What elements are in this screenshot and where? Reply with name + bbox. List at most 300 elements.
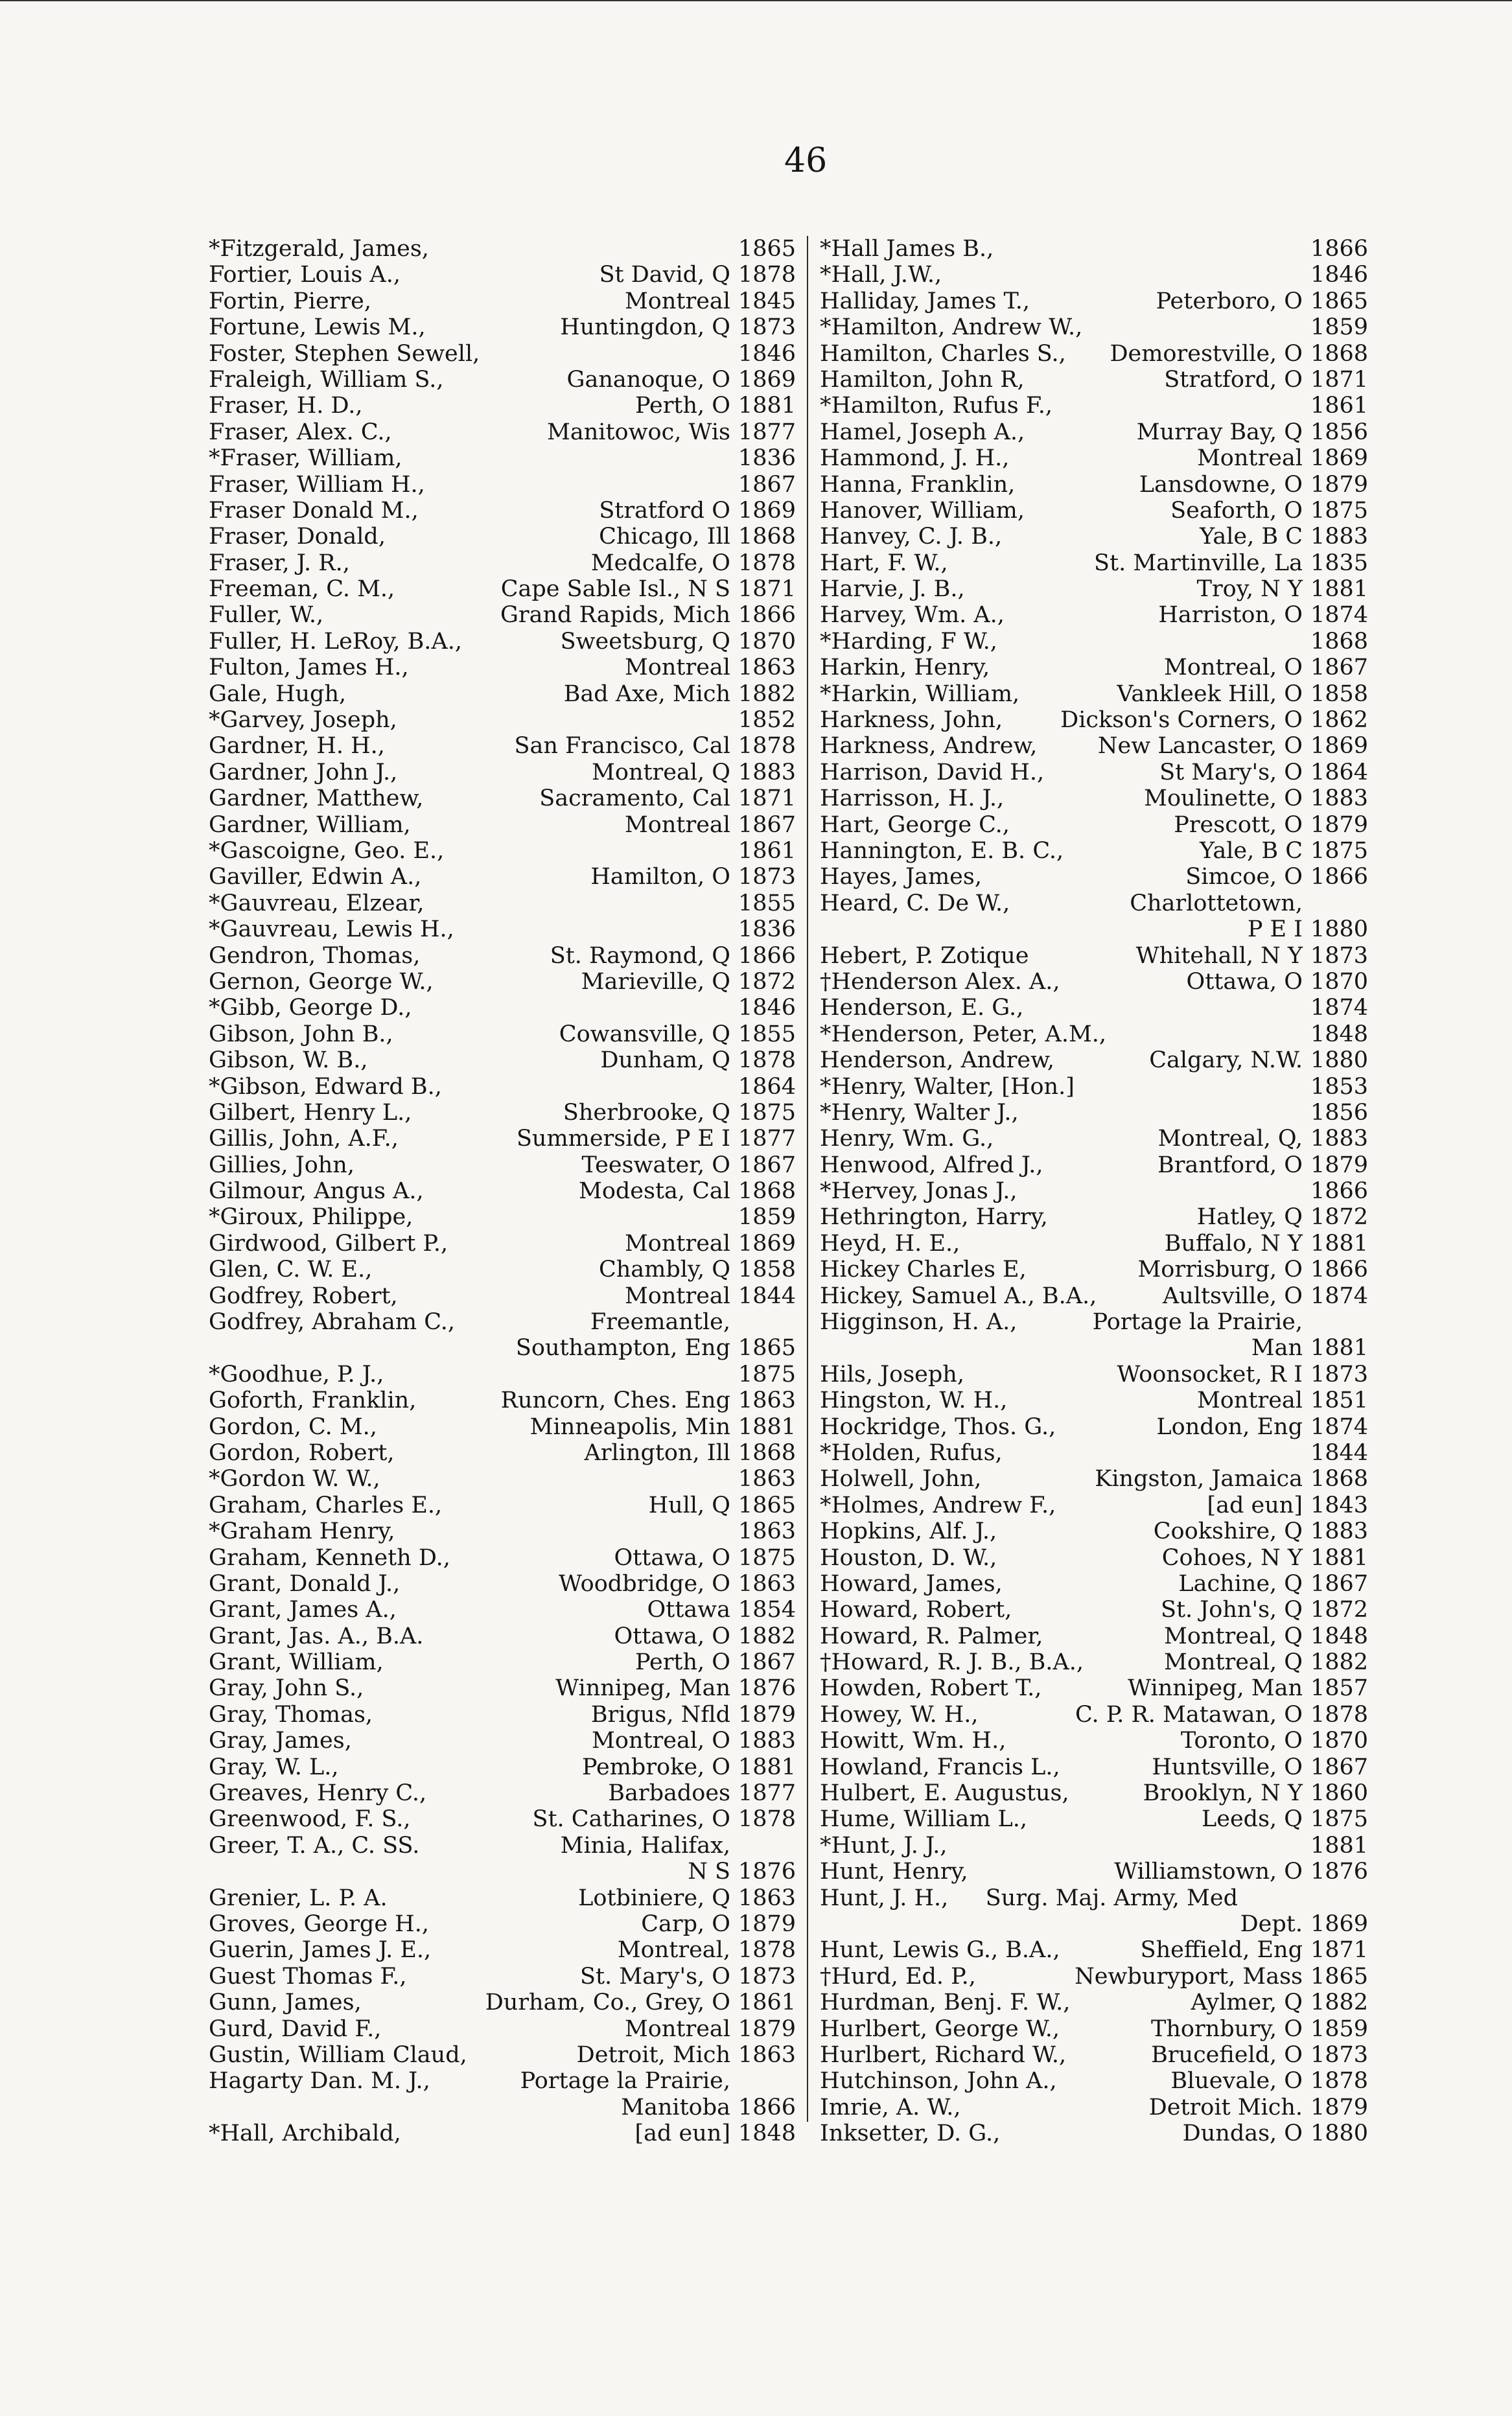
entry-year: 1872	[1310, 1204, 1369, 1231]
entry-name: Gustin, William Claud,	[209, 2041, 467, 2068]
directory-entry	[209, 1571, 795, 1597]
entry-year: 1871	[738, 785, 797, 812]
entry-name: *Gascoigne, Geo. E.,	[209, 837, 445, 864]
entry-name: Hamilton, Charles S.,	[820, 340, 1066, 367]
entry-name: Gilbert, Henry L.,	[209, 1099, 412, 1126]
entry-place: Murray Bay, Q	[1136, 419, 1303, 445]
entry-year: 1881	[738, 393, 797, 419]
entry-name: *Fitzgerald, James,	[209, 236, 429, 262]
entry-place: Seaforth, O	[1170, 497, 1303, 524]
entry-place: P E I	[1247, 916, 1303, 943]
entry-year: 1881	[1310, 1230, 1369, 1257]
directory-entry	[209, 367, 795, 393]
entry-location-year	[1174, 812, 1367, 838]
entry-year: 1875	[738, 1099, 797, 1126]
entry-place: Barbadoes	[608, 1780, 730, 1807]
entry-name: Graham, Kenneth D.,	[209, 1544, 450, 1571]
entry-place: Gananoque, O	[566, 366, 730, 393]
entry-location-year	[635, 1649, 795, 1675]
entry-name: Fortune, Lewis M.,	[209, 314, 426, 341]
entry-location-year	[625, 2016, 795, 2042]
entry-year: 1883	[1310, 524, 1369, 550]
directory-entry	[820, 236, 1367, 262]
entry-name: Hayes, James,	[820, 864, 982, 890]
entry-place: Charlottetown,	[1130, 890, 1303, 916]
entry-year: 1876	[738, 1859, 797, 1885]
directory-entry	[820, 262, 1367, 288]
entry-place: London, Eng	[1156, 1413, 1303, 1440]
entry-location-year	[730, 472, 795, 498]
directory-entry	[820, 1152, 1367, 1178]
entry-place: Dickson's Corners, O	[1060, 707, 1303, 734]
entry-name: Henwood, Alfred J.,	[820, 1152, 1043, 1178]
entry-location-year	[1200, 524, 1367, 550]
entry-place: Harriston, O	[1158, 602, 1303, 629]
entry-year: 1856	[1310, 1099, 1369, 1126]
directory-entry	[820, 916, 1367, 942]
directory-entry	[820, 1911, 1367, 1937]
entry-location-year	[1164, 655, 1367, 680]
directory-entry	[209, 1545, 795, 1571]
entry-year: 1863	[738, 1885, 797, 1911]
entry-location-year	[567, 367, 795, 393]
directory-entry	[209, 681, 795, 707]
entry-place: Chicago, Ill	[599, 524, 730, 550]
entry-name: Godfrey, Abraham C.,	[209, 1309, 455, 1336]
entry-name: *Gauvreau, Elzear,	[209, 890, 425, 916]
entry-place: Durham, Co., Grey, O	[485, 1990, 730, 2016]
entry-location-year	[1202, 1806, 1367, 1832]
entry-location-year	[730, 1074, 795, 1100]
entry-year: 1878	[738, 733, 797, 760]
entry-location-year	[1197, 1388, 1367, 1413]
entry-location-year	[590, 1309, 795, 1335]
entry-place: Cohoes, N Y	[1161, 1544, 1303, 1571]
directory-entry	[209, 1833, 795, 1859]
entry-location-year	[614, 1623, 795, 1649]
entry-year: 1862	[1310, 707, 1369, 734]
entry-location-year	[625, 655, 795, 680]
directory-entry	[820, 1231, 1367, 1257]
entry-location-year	[1164, 1649, 1367, 1675]
entry-location-year	[547, 419, 795, 445]
entry-place: Moulinette, O	[1144, 785, 1303, 812]
entry-year: 1881	[738, 1754, 797, 1780]
entry-year: 1881	[1310, 1335, 1369, 1362]
entry-year: 1846	[1310, 262, 1369, 288]
entry-place: Sweetsburg, Q	[560, 628, 730, 655]
entry-place: Prescott, O	[1174, 811, 1303, 838]
entry-year: 1869	[1310, 733, 1369, 760]
entry-place: Vankleek Hill, O	[1117, 680, 1303, 707]
entry-place: Yale, B C	[1199, 837, 1303, 864]
directory-entry	[209, 1231, 795, 1257]
entry-place: Ottawa	[647, 1597, 730, 1623]
entry-name: *Gauvreau, Lewis H.,	[209, 916, 454, 943]
entry-year: 1881	[738, 1413, 797, 1440]
entry-name: *Hunt, J. J.,	[820, 1832, 948, 1859]
entry-location-year	[730, 838, 795, 864]
entry-location-year	[590, 864, 795, 890]
entry-place: Cookshire, Q	[1153, 1518, 1303, 1545]
entry-place: Perth, O	[635, 1649, 730, 1676]
entry-location-year	[634, 2120, 795, 2146]
entry-year: 1863	[738, 2041, 797, 2068]
entry-location-year	[1303, 314, 1367, 340]
entry-place: Sherbrooke, Q	[563, 1099, 730, 1126]
entry-name: Hurdman, Benj. F. W.,	[820, 1990, 1071, 2016]
entry-year: 1863	[738, 1466, 797, 1493]
entry-year: 1836	[738, 916, 797, 943]
entry-place: Portage la Prairie,	[520, 2068, 730, 2095]
entry-name: Gordon, C. M.,	[209, 1413, 377, 1440]
entry-year: 1866	[738, 2094, 797, 2120]
directory-entry	[209, 1021, 795, 1047]
entry-year: 1867	[738, 471, 797, 498]
entry-name: Howey, W. H.,	[820, 1701, 979, 1728]
entry-location-year	[625, 288, 795, 314]
entry-location-year	[517, 1126, 795, 1152]
directory-entry	[820, 576, 1367, 602]
entry-place: Peterboro, O	[1156, 288, 1303, 314]
entry-location-year	[1141, 1937, 1367, 1963]
entry-place: Manitoba	[621, 2094, 730, 2120]
entry-name: Howland, Francis L.,	[820, 1754, 1060, 1780]
entry-name: Gardner, Matthew,	[209, 785, 424, 812]
directory-entry	[209, 1623, 795, 1649]
entry-location-year	[1143, 1780, 1367, 1806]
directory-entry	[209, 785, 795, 811]
entry-year: 1876	[1310, 1859, 1369, 1885]
entry-name: Gardner, H. H.,	[209, 733, 385, 760]
entry-name: Imrie, A. W.,	[820, 2094, 961, 2120]
entry-location-year	[1159, 760, 1367, 785]
entry-year: 1881	[1310, 1544, 1369, 1571]
entry-year: 1846	[738, 995, 797, 1021]
entry-location-year	[485, 1990, 795, 2015]
entry-location-year	[1075, 1702, 1367, 1728]
entry-name: Fraser, J. R.,	[209, 550, 350, 576]
entry-year: 1858	[1310, 680, 1369, 707]
entry-name: Hutchinson, John A.,	[820, 2068, 1057, 2095]
entry-place: Demorestville, O	[1110, 340, 1303, 367]
directory-entry	[820, 1859, 1367, 1885]
entry-name: Hamel, Joseph A.,	[820, 419, 1025, 445]
entry-place: Lotbiniere, Q	[578, 1885, 730, 1911]
directory-entry	[820, 1780, 1367, 1806]
entry-place: Ottawa, O	[1186, 968, 1303, 995]
entry-name: Higginson, H. A.,	[820, 1309, 1018, 1336]
entry-name: Foster, Stephen Sewell,	[209, 340, 480, 367]
directory-entry	[209, 760, 795, 785]
entry-year: 1861	[738, 837, 797, 864]
entry-place: Stratford O	[599, 497, 730, 524]
directory-entry	[820, 288, 1367, 314]
directory-entry	[820, 2016, 1367, 2042]
entry-location-year	[550, 943, 795, 969]
entry-year: 1866	[1310, 1257, 1369, 1283]
entry-place: Marieville, Q	[581, 968, 730, 995]
entry-name: *Garvey, Joseph,	[209, 707, 397, 734]
entry-year: 1873	[738, 864, 797, 890]
entry-place: Detroit Mich.	[1148, 2094, 1303, 2120]
directory-entry	[209, 1362, 795, 1388]
entry-location-year	[1207, 1493, 1367, 1518]
entry-year: 1882	[1310, 1990, 1369, 2016]
entry-place: C. P. R. Matawan, O	[1075, 1701, 1303, 1728]
directory-entry	[209, 969, 795, 995]
entry-place: Montreal,	[617, 1937, 730, 1964]
directory-entry	[209, 1885, 795, 1911]
entry-name: Grant, Donald J.,	[209, 1570, 401, 1597]
entry-year: 1883	[1310, 785, 1369, 812]
directory-entry	[820, 419, 1367, 445]
entry-name: Fraleigh, William S.,	[209, 366, 444, 393]
directory-entry	[209, 1100, 795, 1126]
entry-location-year	[591, 1702, 795, 1728]
entry-name: *Hall, Archibald,	[209, 2120, 401, 2147]
entry-year: 1874	[1310, 1413, 1369, 1440]
entry-location-year	[1251, 1335, 1367, 1361]
entry-location-year	[1183, 2120, 1367, 2146]
entry-place: Montreal	[624, 1283, 730, 1309]
entry-location-year	[1181, 1728, 1367, 1754]
entry-location-year	[1156, 288, 1367, 314]
entry-place: Ottawa, O	[614, 1623, 730, 1649]
top-rule	[0, 0, 1512, 6]
entry-name: Freeman, C. M.,	[209, 576, 395, 603]
entry-place: Williamstown, O	[1114, 1859, 1303, 1885]
entry-place: Brucefield, O	[1151, 2041, 1303, 2068]
entry-location-year	[559, 1021, 795, 1047]
entry-name: Harkness, Andrew,	[820, 733, 1038, 760]
directory-entry	[820, 314, 1367, 340]
entry-name: Gardner, John J.,	[209, 759, 398, 785]
entry-year: 1875	[1310, 1806, 1369, 1833]
directory-entry	[820, 472, 1367, 498]
entry-name: *Gibson, Edward B.,	[209, 1073, 442, 1100]
entry-location-year	[501, 576, 795, 602]
entry-place: Medcalfe, O	[590, 550, 730, 576]
entry-location-year	[1200, 838, 1367, 864]
directory-entry	[820, 785, 1367, 811]
entry-location-year	[1248, 916, 1367, 942]
entry-location-year	[563, 1100, 795, 1126]
entry-year: 1878	[738, 262, 797, 288]
directory-entry	[209, 1257, 795, 1283]
directory-entry	[820, 1545, 1367, 1571]
directory-entry	[820, 1806, 1367, 1832]
entry-year: 1873	[738, 1963, 797, 1990]
directory-entry	[820, 1885, 1367, 1911]
directory-entry	[820, 2068, 1367, 2094]
entry-location-year	[635, 393, 795, 419]
entry-year: 1855	[738, 890, 797, 916]
entry-location-year	[1114, 1859, 1367, 1885]
directory-entry	[209, 707, 795, 733]
entry-location-year	[1187, 969, 1367, 995]
entry-name: Gray, Thomas,	[209, 1701, 373, 1728]
directory-entry	[820, 1100, 1367, 1126]
directory-entry	[820, 943, 1367, 969]
directory-entry	[209, 1937, 795, 1963]
entry-name: Greaves, Henry C.,	[209, 1780, 427, 1807]
entry-year: 1872	[738, 968, 797, 995]
entry-name: Gaviller, Edwin A.,	[209, 864, 422, 890]
entry-name: *Hamilton, Rufus F.,	[820, 393, 1053, 419]
entry-name: Hethrington, Harry,	[820, 1204, 1048, 1231]
entry-location-year	[1075, 1964, 1367, 1990]
entry-year: 1859	[738, 1204, 797, 1231]
entry-place: St Mary's, O	[1159, 759, 1303, 785]
entry-name: Gordon, Robert,	[209, 1439, 395, 1466]
entry-year: 1868	[738, 1178, 797, 1205]
entry-location-year	[1093, 1309, 1367, 1335]
entry-place: Bluevale, O	[1170, 2068, 1303, 2095]
entry-year: 1845	[738, 288, 797, 314]
entry-location-year	[608, 1780, 795, 1806]
entry-place: San Francisco, Cal	[514, 733, 730, 760]
directory-entry	[209, 1518, 795, 1544]
entry-name: Hart, F. W.,	[820, 550, 948, 576]
entry-location-year	[559, 1571, 795, 1597]
entry-name: Howden, Robert T.,	[820, 1675, 1042, 1702]
entry-location-year	[1303, 1440, 1367, 1466]
entry-location-year	[625, 1283, 795, 1309]
entry-year: 1868	[738, 1439, 797, 1466]
entry-place: Morrisburg, O	[1137, 1257, 1303, 1283]
entry-year: 1864	[1310, 759, 1369, 785]
entry-name: Gray, James,	[209, 1728, 352, 1754]
entry-name: Fraser, H. D.,	[209, 393, 363, 419]
entry-place: Hamilton, O	[590, 864, 730, 890]
directory-entry	[820, 864, 1367, 890]
directory-entry	[820, 655, 1367, 680]
entry-location-year	[625, 812, 795, 838]
entry-place: Winnipeg, Man	[1128, 1675, 1303, 1702]
entry-name: Hannington, E. B. C.,	[820, 837, 1064, 864]
entry-place: Perth, O	[635, 393, 730, 419]
entry-location-year	[1060, 707, 1367, 733]
directory-entry	[209, 733, 795, 759]
entry-location-year	[1144, 785, 1367, 811]
entry-year: 1878	[738, 1047, 797, 1074]
entry-place: Surg. Maj. Army, Med	[985, 1885, 1238, 1911]
entry-name: Harrison, David H.,	[820, 759, 1045, 785]
entry-location-year	[730, 890, 795, 916]
entry-year: 1868	[1310, 1466, 1369, 1493]
entry-place: Aylmer, Q	[1191, 1990, 1303, 2016]
entry-name: Hume, William L.,	[820, 1806, 1028, 1833]
page-number: 46	[784, 141, 828, 180]
entry-place: Yale, B C	[1199, 524, 1303, 550]
directory-entry	[820, 1178, 1367, 1204]
entry-location-year	[1163, 1283, 1367, 1309]
entry-name: †Howard, R. J. B., B.A.,	[820, 1649, 1084, 1676]
entry-place: Aultsville, O	[1162, 1283, 1303, 1309]
entry-year: 1867	[738, 1649, 797, 1676]
directory-entry	[209, 1675, 795, 1701]
entry-name: Hagarty Dan. M. J.,	[209, 2068, 430, 2095]
entry-name: *Hervey, Jonas J.,	[820, 1178, 1018, 1205]
entry-year: 1848	[738, 2120, 797, 2147]
entry-name: Fraser, William H.,	[209, 471, 425, 498]
entry-location-year	[1303, 995, 1367, 1021]
entry-name: *Holmes, Andrew F.,	[820, 1492, 1056, 1518]
entry-place: St. John's, Q	[1160, 1597, 1303, 1623]
entry-name: Inksetter, D. G.,	[820, 2120, 1001, 2147]
entry-year: 1867	[738, 1152, 797, 1178]
directory-entry	[209, 2095, 795, 2120]
entry-place: Minia, Halifax,	[560, 1832, 730, 1859]
directory-entry	[820, 524, 1367, 550]
entry-place: Troy, N Y	[1196, 576, 1303, 603]
directory-entry	[209, 1754, 795, 1780]
directory-entry	[209, 812, 795, 838]
entry-name: Gray, W. L.,	[209, 1754, 339, 1780]
directory-entry	[209, 602, 795, 628]
entry-year: 1843	[1310, 1492, 1369, 1518]
entry-location-year	[581, 969, 795, 995]
entry-location-year	[649, 1493, 795, 1518]
entry-name: †Hurd, Ed. P.,	[820, 1963, 976, 1990]
entry-place: Carp, O	[641, 1911, 730, 1937]
directory-entry	[209, 1466, 795, 1492]
entry-name: Graham, Charles E.,	[209, 1492, 443, 1518]
entry-year: 1870	[1310, 968, 1369, 995]
entry-year: 1859	[1310, 314, 1369, 341]
entry-year: 1856	[1310, 419, 1369, 445]
entry-place: Montreal, Q,	[1157, 1126, 1303, 1152]
entry-year: 1879	[738, 1911, 797, 1937]
entry-year: 1868	[1310, 340, 1369, 367]
entry-location-year	[1162, 1545, 1367, 1571]
entry-year: 1869	[738, 1230, 797, 1257]
entry-year: 1863	[738, 1388, 797, 1414]
entry-place: Dunham, Q	[600, 1047, 730, 1074]
entry-place: Montreal	[624, 655, 730, 681]
entry-name: Fuller, W.,	[209, 602, 324, 629]
directory-entry	[209, 1806, 795, 1832]
entry-year: 1877	[738, 1780, 797, 1807]
directory-entry	[209, 995, 795, 1021]
entry-name: Henry, Wm. G.,	[820, 1126, 994, 1152]
directory-entry	[820, 1518, 1367, 1544]
directory-entry	[209, 655, 795, 680]
entry-place: Montreal	[1196, 445, 1303, 472]
entry-year: 1879	[1310, 471, 1369, 498]
entry-place: Detroit, Mich	[576, 2041, 730, 2068]
entry-location-year	[1094, 550, 1367, 576]
entry-place: Brooklyn, N Y	[1143, 1780, 1303, 1807]
entry-name: Greer, T. A., C. SS.	[209, 1832, 420, 1859]
entry-location-year	[599, 262, 795, 288]
entry-location-year	[1110, 341, 1367, 367]
entry-location-year	[730, 995, 795, 1021]
entry-name: Gernon, George W.,	[209, 968, 434, 995]
entry-location-year	[561, 1833, 795, 1859]
entry-place: Montreal, Q	[1164, 1649, 1303, 1676]
left-column	[209, 236, 795, 2147]
entry-location-year	[614, 1545, 795, 1571]
entry-year: 1848	[1310, 1623, 1369, 1649]
entry-location-year	[641, 1911, 795, 1937]
directory-entry	[820, 1493, 1367, 1518]
entry-name: *Goodhue, P. J.,	[209, 1361, 384, 1388]
entry-name: Fraser Donald M.,	[209, 497, 419, 524]
entry-location-year	[579, 1178, 795, 1204]
directory-entry	[820, 367, 1367, 393]
